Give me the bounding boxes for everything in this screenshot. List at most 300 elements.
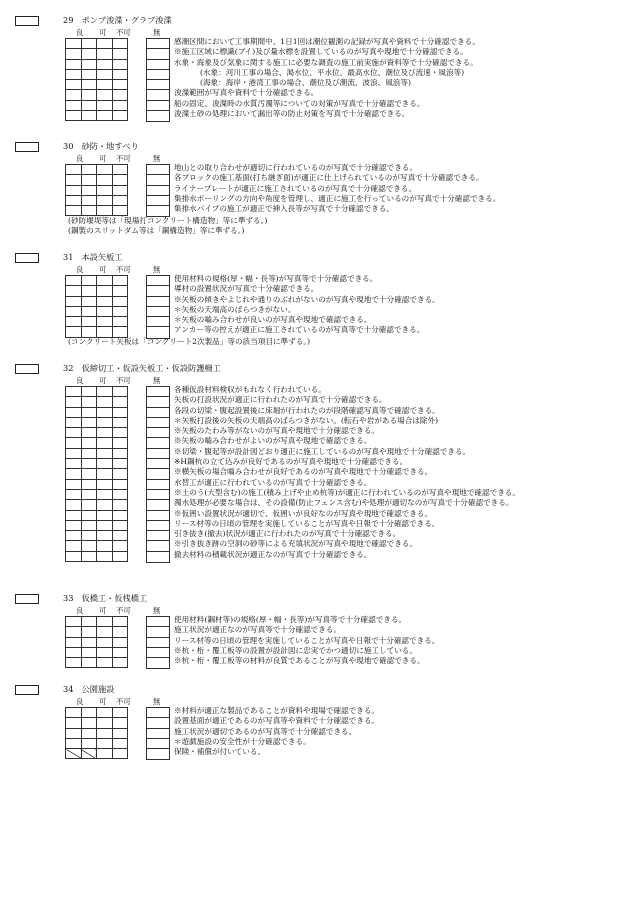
rating-cell[interactable] <box>97 520 113 530</box>
rating-cell[interactable] <box>81 296 97 306</box>
section-title: 29 ポンプ浚渫・グラブ浚渫 <box>63 15 172 25</box>
rating-cell[interactable] <box>97 296 113 306</box>
rating-cell[interactable] <box>66 510 82 520</box>
none-checkbox[interactable] <box>147 165 169 175</box>
none-checkbox[interactable] <box>147 90 169 100</box>
item-list <box>174 385 520 560</box>
rating-cell[interactable] <box>66 397 82 407</box>
check-item: ＊矢板の天端高のばらつきがない。 <box>174 304 296 314</box>
section-heading <box>0 141 630 155</box>
rating-cell[interactable] <box>66 39 82 49</box>
rating-cell[interactable] <box>66 317 82 327</box>
rating-cell[interactable] <box>66 459 82 469</box>
check-item: 使用材料の規格(厚・幅・長等)が写真等で十分確認できる。 <box>174 274 378 283</box>
rating-cell[interactable] <box>66 80 82 90</box>
rating-cell[interactable] <box>81 438 97 448</box>
rating-grid <box>65 616 128 668</box>
none-checkbox[interactable] <box>147 552 169 562</box>
header-ng: 不可 <box>116 28 131 37</box>
rating-cell[interactable] <box>81 69 97 79</box>
rating-cell[interactable] <box>112 749 128 759</box>
rating-cell[interactable] <box>97 551 113 561</box>
rating-cell[interactable] <box>97 489 113 499</box>
none-checkbox-column <box>146 38 170 122</box>
rating-cell[interactable] <box>66 185 82 195</box>
rating-cell[interactable] <box>112 500 128 510</box>
rating-cell[interactable] <box>112 185 128 195</box>
rating-cell[interactable] <box>112 175 128 185</box>
check-item: 保険・補償が付いている。 <box>174 747 266 757</box>
rating-cell[interactable] <box>81 286 97 296</box>
rating-cell[interactable] <box>97 327 113 337</box>
rating-cell[interactable] <box>97 69 113 79</box>
score-box[interactable] <box>15 253 39 263</box>
rating-cell[interactable] <box>66 49 82 59</box>
check-item: 濁水処理が必要な場合は、その設備(防止フェンス含む)や処理が適切なのが写真で十分確認できる。 <box>174 498 514 508</box>
rating-cell[interactable] <box>112 296 128 306</box>
none-checkbox[interactable] <box>147 718 169 728</box>
none-checkbox[interactable] <box>147 541 169 551</box>
rating-cell[interactable] <box>112 387 128 397</box>
rating-cell[interactable] <box>97 448 113 458</box>
rating-cell[interactable] <box>81 428 97 438</box>
rating-cell[interactable] <box>97 195 113 205</box>
header-ok: 可 <box>99 697 107 706</box>
item-list <box>174 615 439 666</box>
none-checkbox[interactable] <box>147 276 169 286</box>
check-item: ※矢板の嚙み合わせがよいのが写真や現地で確認できる。 <box>174 436 372 446</box>
rating-cell[interactable] <box>112 738 128 748</box>
rating-cell[interactable] <box>97 100 113 110</box>
rating-cell[interactable] <box>97 49 113 59</box>
rating-cell[interactable] <box>97 469 113 479</box>
rating-cell[interactable] <box>81 479 97 489</box>
check-item: 撤去材料の積載状況が適正なのが写真で十分確認できる。 <box>174 549 372 559</box>
rating-cell[interactable] <box>97 59 113 69</box>
header-ok: 可 <box>99 265 107 274</box>
rating-cell[interactable] <box>97 438 113 448</box>
rating-cell[interactable] <box>97 637 113 647</box>
none-checkbox-column <box>146 275 170 339</box>
check-item: リース材等の日頃の管理を実施していることが写真や日報で十分確認できる。 <box>174 518 440 528</box>
none-checkbox[interactable] <box>147 307 169 317</box>
rating-cell[interactable] <box>97 407 113 417</box>
rating-cell[interactable] <box>97 428 113 438</box>
check-item: 船の固定、浚渫時の水質汚濁等についての対策が写真で十分確認できる。 <box>174 98 425 108</box>
rating-cell[interactable] <box>112 306 128 316</box>
rating-cell[interactable] <box>81 39 97 49</box>
rating-cell[interactable] <box>66 69 82 79</box>
rating-cell[interactable] <box>112 459 128 469</box>
none-checkbox[interactable] <box>147 739 169 749</box>
rating-cell[interactable] <box>97 165 113 175</box>
rating-cell[interactable] <box>66 428 82 438</box>
rating-cell[interactable] <box>81 407 97 417</box>
rating-cell[interactable] <box>81 175 97 185</box>
rating-cell[interactable] <box>112 317 128 327</box>
section-title: 32 仮締切工・仮設矢板工・仮設防護柵工 <box>63 363 221 373</box>
section-title: 33 仮橋工・仮桟橋工 <box>63 593 148 603</box>
check-item: ライナープレートが適正に施工されているのが写真で十分確認できる。 <box>174 183 417 193</box>
rating-cell[interactable] <box>66 195 82 205</box>
rating-cell[interactable] <box>66 469 82 479</box>
rating-cell[interactable] <box>66 479 82 489</box>
check-item: アンカー等の控えが適正に施工されているのが写真等で十分確認できる。 <box>174 325 425 335</box>
rating-cell[interactable] <box>97 718 113 728</box>
none-checkbox[interactable] <box>147 708 169 718</box>
none-checkbox[interactable] <box>147 397 169 407</box>
header-ng: 不可 <box>116 265 131 274</box>
header-good: 良 <box>76 376 84 385</box>
score-box[interactable] <box>15 364 39 374</box>
section-heading <box>0 363 630 377</box>
rating-cell[interactable] <box>81 59 97 69</box>
check-item: ※矢板の傾きやよじれや通りのぶれがないのが写真や現地で十分確認できる。 <box>174 294 440 304</box>
none-checkbox[interactable] <box>147 638 169 648</box>
rating-cell[interactable] <box>97 317 113 327</box>
rating-cell[interactable] <box>66 387 82 397</box>
rating-cell[interactable] <box>81 627 97 637</box>
rating-cell[interactable] <box>112 69 128 79</box>
rating-cell[interactable] <box>112 637 128 647</box>
header-good: 良 <box>76 697 84 706</box>
rating-cell[interactable] <box>97 175 113 185</box>
rating-cell[interactable] <box>66 500 82 510</box>
rating-cell[interactable] <box>81 469 97 479</box>
rating-cell[interactable] <box>112 397 128 407</box>
rating-cell[interactable] <box>97 541 113 551</box>
rating-cell[interactable] <box>112 438 128 448</box>
rating-cell[interactable] <box>66 100 82 110</box>
none-checkbox[interactable] <box>147 175 169 185</box>
section-note: (鋼製のスリットダム等は「鋼構造物」等に準ずる。) <box>68 225 245 235</box>
rating-cell[interactable] <box>112 100 128 110</box>
none-checkbox[interactable] <box>147 70 169 80</box>
rating-cell[interactable] <box>66 286 82 296</box>
none-checkbox[interactable] <box>147 297 169 307</box>
check-item: 浚渫土砂の処理において漏出等の防止対策を写真で十分確認できる。 <box>174 109 410 119</box>
none-checkbox[interactable] <box>147 469 169 479</box>
rating-cell[interactable] <box>66 90 82 100</box>
check-item: ※杭・桁・覆工板等の材料が良質であることが写真や現地で確認できる。 <box>174 656 425 666</box>
rating-cell[interactable] <box>112 206 128 216</box>
rating-cell[interactable] <box>66 276 82 286</box>
rating-cell[interactable] <box>112 59 128 69</box>
rating-cell[interactable] <box>66 165 82 175</box>
section-heading <box>0 593 630 607</box>
none-checkbox[interactable] <box>147 521 169 531</box>
rating-cell[interactable] <box>81 541 97 551</box>
rating-cell[interactable] <box>112 428 128 438</box>
rating-cell[interactable] <box>66 520 82 530</box>
check-item: 集排水パイプの施工が適正で挿入長等が写真で十分確認できる。 <box>174 204 394 214</box>
rating-cell[interactable] <box>81 551 97 561</box>
rating-cell[interactable] <box>112 165 128 175</box>
rating-cell[interactable] <box>112 708 128 718</box>
none-checkbox[interactable] <box>147 60 169 70</box>
rating-cell[interactable] <box>97 479 113 489</box>
rating-cell[interactable] <box>66 417 82 427</box>
rating-cell[interactable] <box>81 306 97 316</box>
header-ng: 不可 <box>116 606 131 615</box>
rating-cell[interactable] <box>81 617 97 627</box>
rating-cell[interactable] <box>81 658 97 668</box>
rating-cell[interactable] <box>81 448 97 458</box>
check-item: ※土のう(大型含む)の施工(積み上げや止め杭等)が適正に行われているのが写真や現地で確認できる。 <box>174 487 520 497</box>
rating-cell[interactable] <box>97 286 113 296</box>
none-checkbox[interactable] <box>147 49 169 59</box>
score-box[interactable] <box>15 685 39 695</box>
rating-cell[interactable] <box>97 617 113 627</box>
rating-cell[interactable] <box>66 617 82 627</box>
rating-cell[interactable] <box>81 80 97 90</box>
header-ok: 可 <box>99 376 107 385</box>
rating-cell[interactable] <box>81 387 97 397</box>
rating-cell[interactable] <box>112 90 128 100</box>
rating-cell[interactable] <box>66 627 82 637</box>
rating-cell[interactable] <box>66 708 82 718</box>
rating-cell[interactable] <box>112 195 128 205</box>
header-good: 良 <box>76 265 84 274</box>
check-item: ＊矢板の嚙み合わせが良いのが写真や現地で確認できる。 <box>174 315 372 325</box>
none-checkbox[interactable] <box>147 531 169 541</box>
rating-grid <box>65 386 128 562</box>
check-item: リース材等の日頃の管理を実施していることが写真や日報で十分確認できる。 <box>174 635 440 645</box>
rating-cell[interactable] <box>112 448 128 458</box>
rating-cell[interactable] <box>112 627 128 637</box>
rating-cell[interactable] <box>97 387 113 397</box>
none-checkbox[interactable] <box>147 196 169 206</box>
none-checkbox[interactable] <box>147 617 169 627</box>
rating-cell[interactable] <box>112 541 128 551</box>
header-none: 無 <box>153 154 161 163</box>
rating-cell[interactable] <box>97 738 113 748</box>
rating-cell[interactable] <box>112 551 128 561</box>
rating-cell[interactable] <box>97 500 113 510</box>
rating-grid <box>65 707 128 759</box>
none-checkbox[interactable] <box>147 111 169 121</box>
rating-cell[interactable] <box>81 206 97 216</box>
rating-cell[interactable] <box>81 459 97 469</box>
none-checkbox[interactable] <box>147 729 169 739</box>
rating-cell[interactable] <box>66 206 82 216</box>
rating-cell[interactable] <box>112 520 128 530</box>
rating-cell[interactable] <box>112 728 128 738</box>
rating-cell[interactable] <box>66 749 82 759</box>
check-item: ※横矢板の場合嚙み合わせが良好であるのが写真や現地で十分確認できる。 <box>174 467 433 477</box>
rating-cell[interactable] <box>97 80 113 90</box>
rating-cell[interactable] <box>112 417 128 427</box>
rating-cell[interactable] <box>66 296 82 306</box>
item-list <box>174 37 480 119</box>
rating-cell[interactable] <box>97 728 113 738</box>
rating-cell[interactable] <box>81 520 97 530</box>
header-ng: 不可 <box>116 376 131 385</box>
rating-cell[interactable] <box>66 175 82 185</box>
rating-cell[interactable] <box>81 317 97 327</box>
none-checkbox[interactable] <box>147 101 169 111</box>
rating-cell[interactable] <box>97 206 113 216</box>
rating-cell[interactable] <box>81 728 97 738</box>
rating-grid <box>65 275 128 338</box>
rating-cell[interactable] <box>97 90 113 100</box>
rating-cell[interactable] <box>66 728 82 738</box>
none-checkbox[interactable] <box>147 749 169 759</box>
rating-cell[interactable] <box>112 80 128 90</box>
rating-cell[interactable] <box>81 637 97 647</box>
rating-cell[interactable] <box>81 510 97 520</box>
rating-cell[interactable] <box>97 658 113 668</box>
rating-cell[interactable] <box>81 185 97 195</box>
rating-cell[interactable] <box>81 417 97 427</box>
score-box[interactable] <box>15 16 39 26</box>
rating-cell[interactable] <box>112 469 128 479</box>
check-item: 水替工が適正に行われているのが写真で十分確認できる。 <box>174 477 372 487</box>
rating-cell[interactable] <box>81 531 97 541</box>
rating-cell[interactable] <box>81 749 97 759</box>
rating-cell[interactable] <box>97 708 113 718</box>
rating-cell[interactable] <box>97 531 113 541</box>
rating-cell[interactable] <box>81 165 97 175</box>
score-box[interactable] <box>15 142 39 152</box>
rating-cell[interactable] <box>66 448 82 458</box>
rating-cell[interactable] <box>112 617 128 627</box>
rating-cell[interactable] <box>97 111 113 121</box>
rating-cell[interactable] <box>66 111 82 121</box>
rating-cell[interactable] <box>112 489 128 499</box>
rating-cell[interactable] <box>112 49 128 59</box>
check-item: 施工状況が適切であるのが写真等で十分確認できる。 <box>174 726 357 736</box>
rating-cell[interactable] <box>66 531 82 541</box>
none-checkbox-column <box>146 707 170 760</box>
none-checkbox[interactable] <box>147 658 169 668</box>
none-checkbox[interactable] <box>147 317 169 327</box>
section-title: 31 本設矢板工 <box>63 252 123 262</box>
none-checkbox[interactable] <box>147 428 169 438</box>
rating-cell[interactable] <box>97 306 113 316</box>
rating-cell[interactable] <box>112 39 128 49</box>
rating-cell[interactable] <box>66 327 82 337</box>
rating-cell[interactable] <box>81 397 97 407</box>
rating-cell[interactable] <box>66 407 82 417</box>
rating-cell[interactable] <box>97 459 113 469</box>
rating-cell[interactable] <box>66 306 82 316</box>
rating-cell[interactable] <box>81 276 97 286</box>
header-ok: 可 <box>99 606 107 615</box>
item-list <box>174 274 440 336</box>
none-checkbox[interactable] <box>147 627 169 637</box>
rating-cell[interactable] <box>81 500 97 510</box>
rating-cell[interactable] <box>97 397 113 407</box>
rating-cell[interactable] <box>66 738 82 748</box>
none-checkbox[interactable] <box>147 418 169 428</box>
none-checkbox[interactable] <box>147 449 169 459</box>
rating-cell[interactable] <box>112 407 128 417</box>
check-item: ※矢板のたわみ等がないのが写真や現地で十分確認できる。 <box>174 426 380 436</box>
none-checkbox[interactable] <box>147 438 169 448</box>
check-item: (水象：河川工事の場合、渇水位、平水位、最高水位、潮位及び流速・風浪等) <box>200 67 465 77</box>
check-item: 各段の切梁・腹起設置後に床堀が行われたのが段階確認写真等で確認できる。 <box>174 405 440 415</box>
rating-cell[interactable] <box>112 276 128 286</box>
check-item: 導材の設置状況が写真で十分確認できる。 <box>174 284 319 294</box>
none-checkbox[interactable] <box>147 648 169 658</box>
rating-cell[interactable] <box>66 438 82 448</box>
rating-cell[interactable] <box>97 749 113 759</box>
rating-cell[interactable] <box>81 195 97 205</box>
rating-cell[interactable] <box>112 647 128 657</box>
rating-cell[interactable] <box>112 718 128 728</box>
rating-cell[interactable] <box>66 551 82 561</box>
rating-cell[interactable] <box>81 489 97 499</box>
header-ok: 可 <box>99 28 107 37</box>
rating-cell[interactable] <box>97 39 113 49</box>
rating-cell[interactable] <box>81 111 97 121</box>
rating-cell[interactable] <box>66 718 82 728</box>
section-title: 30 砂防・地すべり <box>63 141 139 151</box>
header-none: 無 <box>153 697 161 706</box>
none-checkbox[interactable] <box>147 408 169 418</box>
none-checkbox[interactable] <box>147 286 169 296</box>
rating-cell[interactable] <box>81 327 97 337</box>
rating-cell[interactable] <box>66 489 82 499</box>
check-item: 各種仮設材料検収がもれなく行われている。 <box>174 385 326 394</box>
none-checkbox[interactable] <box>147 490 169 500</box>
rating-cell[interactable] <box>112 531 128 541</box>
rating-cell[interactable] <box>66 59 82 69</box>
none-checkbox[interactable] <box>147 459 169 469</box>
rating-cell[interactable] <box>81 738 97 748</box>
rating-cell[interactable] <box>97 276 113 286</box>
rating-cell[interactable] <box>97 185 113 195</box>
none-checkbox[interactable] <box>147 480 169 490</box>
header-none: 無 <box>153 265 161 274</box>
rating-cell[interactable] <box>112 479 128 489</box>
rating-cell[interactable] <box>81 90 97 100</box>
rating-cell[interactable] <box>81 647 97 657</box>
none-checkbox[interactable] <box>147 186 169 196</box>
rating-cell[interactable] <box>81 708 97 718</box>
rating-cell[interactable] <box>66 647 82 657</box>
none-checkbox[interactable] <box>147 500 169 510</box>
none-checkbox[interactable] <box>147 80 169 90</box>
rating-cell[interactable] <box>66 541 82 551</box>
header-ng: 不可 <box>116 154 131 163</box>
check-item: 使用材料(鋼材等)の規格(厚・幅・長等)が写真等で十分確認できる。 <box>174 615 407 624</box>
rating-cell[interactable] <box>112 327 128 337</box>
rating-cell[interactable] <box>66 658 82 668</box>
rating-cell[interactable] <box>81 718 97 728</box>
score-box[interactable] <box>15 594 39 604</box>
rating-cell[interactable] <box>112 658 128 668</box>
header-none: 無 <box>153 28 161 37</box>
rating-cell[interactable] <box>81 49 97 59</box>
rating-cell[interactable] <box>112 510 128 520</box>
rating-cell[interactable] <box>81 100 97 110</box>
none-checkbox[interactable] <box>147 387 169 397</box>
rating-cell[interactable] <box>97 647 113 657</box>
item-list <box>174 706 379 757</box>
rating-cell[interactable] <box>112 286 128 296</box>
none-checkbox[interactable] <box>147 511 169 521</box>
check-item: 施工状況が適正なのが写真等で十分確認できる。 <box>174 625 342 635</box>
rating-cell[interactable] <box>97 510 113 520</box>
none-checkbox[interactable] <box>147 39 169 49</box>
check-item: ＊遊戯施設の安全性が十分確認できる。 <box>174 736 311 746</box>
rating-cell[interactable] <box>97 417 113 427</box>
rating-cell[interactable] <box>66 637 82 647</box>
rating-cell[interactable] <box>112 111 128 121</box>
rating-cell[interactable] <box>97 627 113 637</box>
